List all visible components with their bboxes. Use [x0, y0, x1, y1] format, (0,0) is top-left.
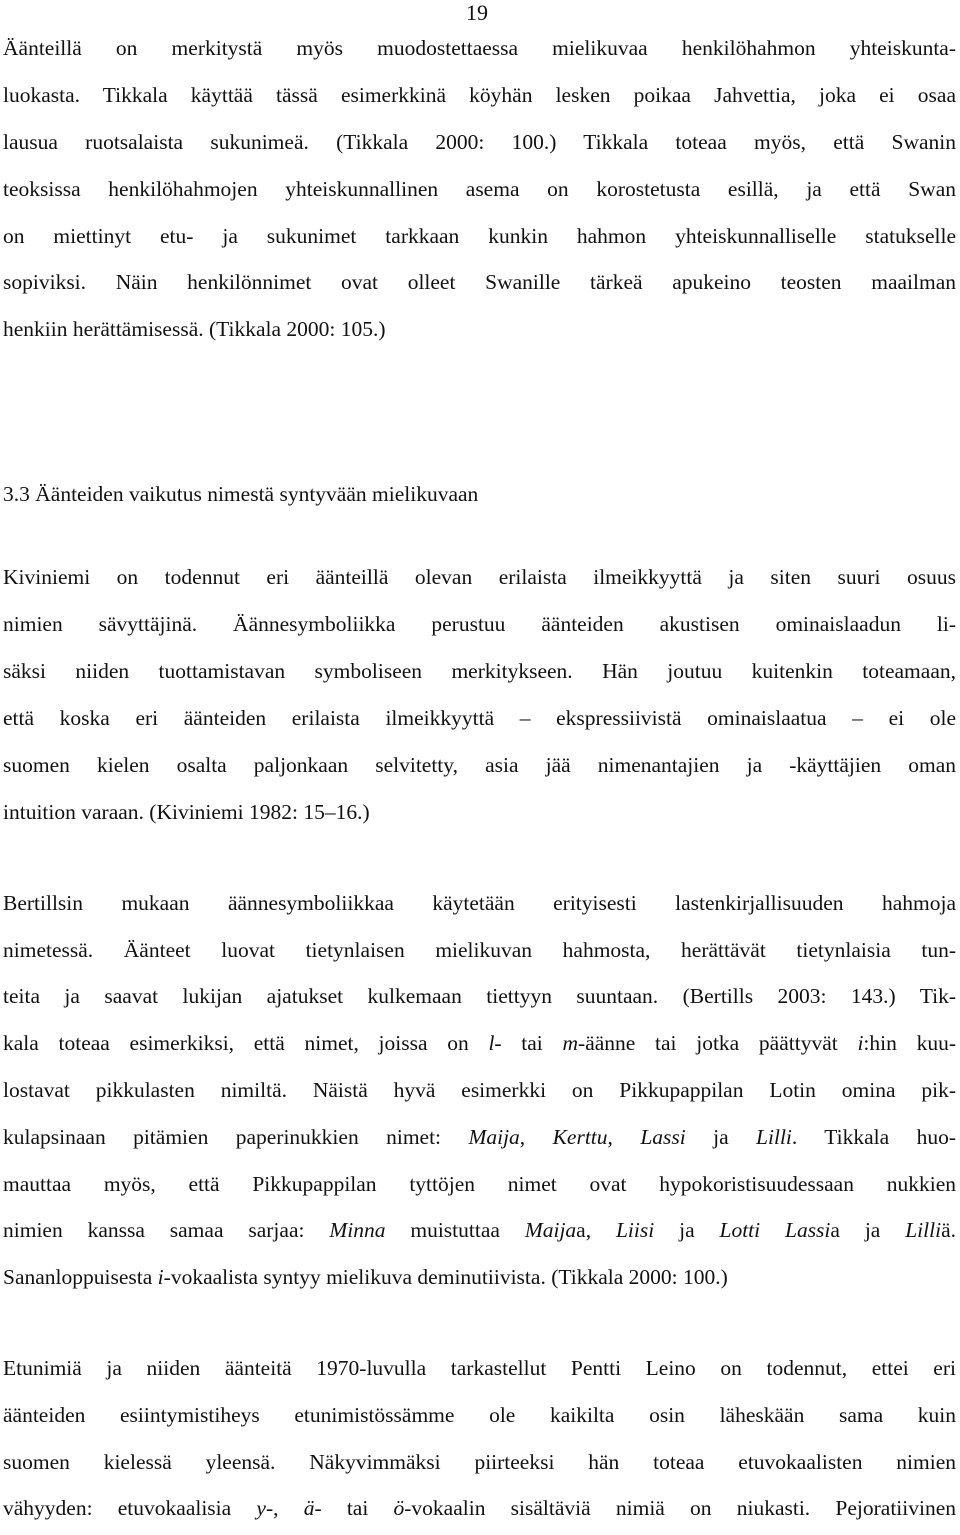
- page-number: 19: [466, 0, 488, 25]
- paragraph3-line: Sananloppuisesta i-vokaalista syntyy mielikuva deminutiivista. (Tikkala 2000: 100.): [3, 1265, 728, 1289]
- paragraph2-line: intuition varaan. (Kiviniemi 1982: 15–16.): [3, 800, 370, 824]
- section-heading: 3.3 Äänteiden vaikutus nimestä syntyvään mielikuvaan: [3, 482, 479, 506]
- paragraph3-line: nimien kanssa samaa sarjaa: Minna muistuttaa Maijaa, Liisi ja Lotti Lassia ja Lilliä.: [3, 1218, 956, 1242]
- paragraph3-line: kala toteaa esimerkiksi, että nimet, joissa on l- tai m-äänne tai jotka päättyvät i:hin kuu-: [3, 1031, 956, 1055]
- paragraph2-line: Kiviniemi on todennut eri äänteillä olevan erilaista ilmeikkyyttä ja siten suuri osuus: [3, 565, 956, 589]
- paragraph1-line: henkiin herättämisessä. (Tikkala 2000: 105.): [3, 317, 386, 341]
- paragraph2-line: nimien sävyttäjinä. Äännesymboliikka perustuu äänteiden akustisen ominaislaadun li-: [3, 612, 956, 636]
- paragraph1-line: lausua ruotsalaista sukunimeä. (Tikkala 2000: 100.) Tikkala toteaa myös, että Swanin: [3, 130, 956, 154]
- paragraph1-line: on miettinyt etu- ja sukunimet tarkkaan kunkin hahmon yhteiskunnalliselle statukselle: [3, 224, 956, 248]
- paragraph1-line: Äänteillä on merkitystä myös muodostettaessa mielikuvaa henkilöhahmon yhteiskunta-: [3, 36, 956, 60]
- paragraph1-line: luokasta. Tikkala käyttää tässä esimerkkinä köyhän lesken poikaa Jahvettia, joka ei osaa: [3, 83, 956, 107]
- paragraph4-line: vähyyden: etuvokaalisia y-, ä- tai ö-vokaalin sisältäviä nimiä on niukasti. Pejoratiivinen: [3, 1496, 957, 1520]
- paragraph3-line: lostavat pikkulasten nimiltä. Näistä hyvä esimerkki on Pikkupappilan Lotin omina pik-: [3, 1078, 956, 1102]
- paragraph3-line: kulapsinaan pitämien paperinukkien nimet: Maija, Kerttu, Lassi ja Lilli. Tikkala huo-: [3, 1125, 957, 1149]
- paragraph1-line: sopiviksi. Näin henkilönnimet ovat olleet Swanille tärkeä apukeino teosten maailman: [3, 270, 956, 294]
- paragraph3-line: teita ja saavat lukijan ajatukset kulkemaan tiettyyn suuntaan. (Bertills 2003: 143.) Tik-: [3, 984, 956, 1008]
- paragraph3-line: nimetessä. Äänteet luovat tietynlaisen mielikuvan hahmosta, herättävät tietynlaisia tun-: [3, 938, 956, 962]
- paragraph3-line: Bertillsin mukaan äännesymboliikkaa käytetään erityisesti lastenkirjallisuuden hahmoja: [3, 891, 956, 915]
- paragraph1-line: teoksissa henkilöhahmojen yhteiskunnallinen asema on korostetusta esillä, ja että Swan: [3, 177, 956, 201]
- paragraph4-line: suomen kielessä yleensä. Näkyvimmäksi piirteeksi hän toteaa etuvokaalisten nimien: [3, 1450, 956, 1474]
- paragraph2-line: säksi niiden tuottamistavan symboliseen merkitykseen. Hän joutuu kuitenkin toteamaan,: [3, 659, 956, 683]
- paragraph3-line: mauttaa myös, että Pikkupappilan tyttöjen nimet ovat hypokoristisuudessaan nukkien: [3, 1172, 956, 1196]
- paragraph2-line: että koska eri äänteiden erilaista ilmeikkyyttä – ekspressiivistä ominaislaatua – ei ole: [3, 706, 956, 730]
- paragraph2-line: suomen kielen osalta paljonkaan selvitetty, asia jää nimenantajien ja -käyttäjien oman: [3, 753, 956, 777]
- paragraph4-line: Etunimiä ja niiden äänteitä 1970-luvulla tarkastellut Pentti Leino on todennut, ettei eri: [3, 1356, 956, 1380]
- paragraph4-line: äänteiden esiintymistiheys etunimistössämme ole kaikilta osin läheskään sama kuin: [3, 1403, 956, 1427]
